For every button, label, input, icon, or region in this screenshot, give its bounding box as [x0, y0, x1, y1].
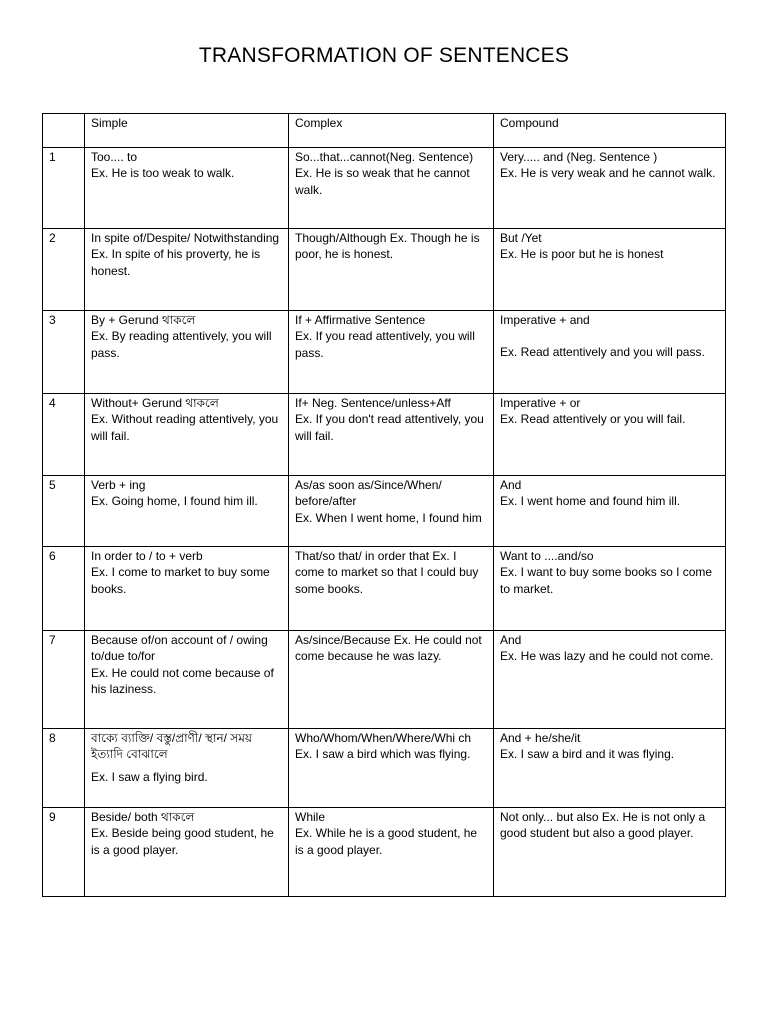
row-number: 9 [43, 808, 85, 897]
cell-text: Very..... and (Neg. Sentence ) [500, 150, 658, 164]
cell-text: As/as soon as/Since/When/ before/after [295, 478, 442, 509]
cell-text: Ex. I saw a flying bird. [91, 769, 208, 784]
cell-text: Ex. If you read attentively, you will pass. [295, 329, 475, 360]
cell-text: Ex. He is too weak to walk. [91, 166, 235, 181]
cell-text: Ex. He was lazy and he could not come. [500, 649, 714, 664]
simple-cell [85, 311, 289, 394]
cell-text: And [500, 478, 522, 492]
header-number [43, 114, 85, 148]
simple-cell [85, 229, 289, 311]
row-number: 2 [43, 229, 85, 311]
cell-text: Ex. He could not come because of his laziness. [91, 665, 274, 697]
cell-text: Who/Whom/When/Where/Whi ch [295, 731, 472, 745]
cell-text: Ex. I saw a bird and it was flying. [500, 747, 675, 762]
header-simple: Simple [85, 114, 289, 148]
compound-cell [494, 547, 726, 631]
row-number: 4 [43, 394, 85, 476]
table-row [43, 729, 726, 808]
cell-text: If + Affirmative Sentence [295, 313, 426, 327]
simple-cell [85, 476, 289, 547]
table-header-row [43, 114, 726, 148]
simple-cell [85, 631, 289, 729]
row-number: 8 [43, 729, 85, 808]
row-number: 6 [43, 547, 85, 631]
row-number: 3 [43, 311, 85, 394]
cell-text: That/so that/ in order that Ex. I come to market so that I could buy some books. [295, 549, 479, 596]
cell-text: Ex. Read attentively or you will fail. [500, 412, 686, 427]
complex-cell [289, 547, 494, 631]
complex-cell [289, 311, 494, 394]
complex-cell [289, 476, 494, 547]
cell-text: In spite of/Despite/ Notwithstanding [91, 231, 280, 245]
cell-text: In order to / to + verb [91, 549, 203, 563]
cell-text: Not only... but also Ex. He is not only a good student but also a good player. [500, 810, 706, 841]
cell-text: Too.... to [91, 150, 138, 164]
compound-cell [494, 311, 726, 394]
table-row [43, 148, 726, 229]
cell-text: Want to ....and/so [500, 549, 594, 563]
simple-cell [85, 808, 289, 897]
table-row [43, 547, 726, 631]
cell-text: Ex. He is very weak and he cannot walk. [500, 166, 716, 181]
cell-text: So...that...cannot(Neg. Sentence) [295, 150, 474, 164]
complex-cell [289, 394, 494, 476]
cell-text: Ex. I come to market to buy some books. [91, 565, 270, 596]
cell-text: Ex. He is so weak that he cannot walk. [295, 166, 470, 197]
simple-cell [85, 394, 289, 476]
compound-cell [494, 808, 726, 897]
cell-text: Ex. If you don't read attentively, you will fail. [295, 412, 484, 443]
cell-text: As/since/Because Ex. He could not come because he was lazy. [295, 633, 482, 664]
cell-text: Ex. When I went home, I found him [295, 510, 482, 525]
cell-text: বাক্যে ব্যাক্তি/ বস্তু/প্রাণী/ স্থান/ সময় ইত্যাদি বোঝালে [91, 731, 252, 762]
complex-cell [289, 229, 494, 311]
cell-text: Though/Although Ex. Though he is poor, he is honest. [295, 231, 480, 262]
cell-text: While [295, 810, 326, 824]
cell-text: Ex. I saw a bird which was flying. [295, 747, 471, 762]
complex-cell [289, 808, 494, 897]
complex-cell [289, 148, 494, 229]
compound-cell [494, 729, 726, 808]
table-row [43, 476, 726, 547]
header-compound: Compound [494, 114, 726, 148]
cell-text: Without+ Gerund থাকলে [91, 396, 219, 410]
row-number: 5 [43, 476, 85, 547]
cell-text: Ex. By reading attentively, you will pass. [91, 329, 272, 360]
cell-text: Verb + ing [91, 478, 146, 492]
simple-cell [85, 547, 289, 631]
table-row [43, 311, 726, 394]
header-complex: Complex [289, 114, 494, 148]
cell-text: Imperative + or [500, 396, 581, 410]
cell-text: And + he/she/it [500, 731, 581, 745]
cell-text: Ex. In spite of his proverty, he is honest. [91, 247, 261, 278]
compound-cell [494, 631, 726, 729]
compound-cell [494, 394, 726, 476]
row-number: 1 [43, 148, 85, 229]
cell-text: Ex. Without reading attentively, you will fail. [91, 412, 279, 443]
cell-text: Ex. I want to buy some books so I come to market. [500, 565, 713, 596]
simple-cell [85, 148, 289, 229]
cell-text: Ex. Beside being good student, he is a good player. [91, 826, 274, 857]
cell-text: Ex. Going home, I found him ill. [91, 494, 258, 509]
transformation-table [42, 113, 726, 897]
page-title: TRANSFORMATION OF SENTENCES [198, 44, 570, 67]
cell-text: Because of/on account of / owing to/due to/for [91, 633, 268, 664]
cell-text: But /Yet [500, 231, 542, 245]
cell-text: By + Gerund থাকলে [91, 313, 196, 327]
cell-text: Ex. I went home and found him ill. [500, 494, 681, 509]
cell-text: And [500, 633, 522, 647]
table-row [43, 808, 726, 897]
cell-text: Ex. He is poor but he is honest [500, 247, 664, 262]
cell-text: Beside/ both থাকলে [91, 810, 195, 824]
cell-text: Ex. While he is a good student, he is a good player. [295, 826, 478, 857]
row-number: 7 [43, 631, 85, 729]
complex-cell [289, 631, 494, 729]
simple-cell [85, 729, 289, 808]
compound-cell [494, 476, 726, 547]
table-row [43, 229, 726, 311]
cell-text: Ex. Read attentively and you will pass. [500, 345, 705, 360]
table-row [43, 631, 726, 729]
table-row [43, 394, 726, 476]
cell-text: Imperative + and [500, 313, 590, 327]
complex-cell [289, 729, 494, 808]
compound-cell [494, 148, 726, 229]
compound-cell [494, 229, 726, 311]
cell-text: If+ Neg. Sentence/unless+Aff [295, 396, 451, 410]
